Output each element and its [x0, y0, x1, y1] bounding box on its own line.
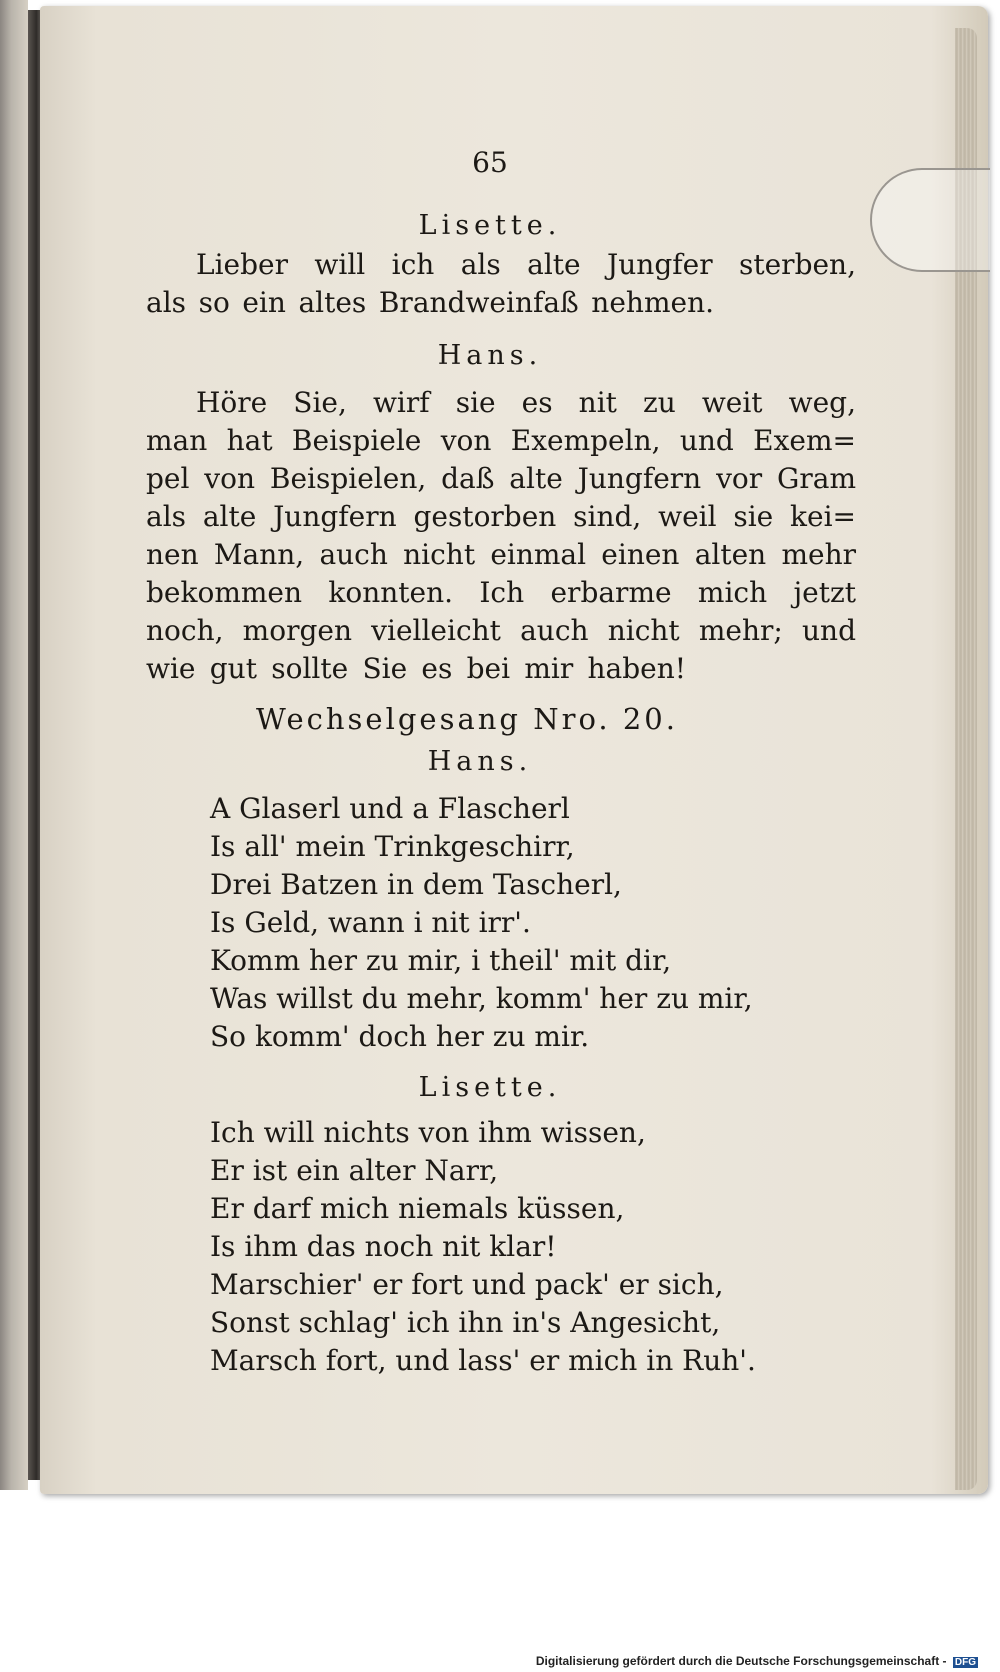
verse-line: Er ist ein alter Narr, [210, 1154, 499, 1187]
credit-text: Digitalisierung gefördert durch die Deutsche Forschungsgemeinschaft - [535, 1654, 947, 1668]
digitization-credit [536, 1654, 978, 1668]
verse-line: Sonst schlag' ich ihn in's Angesicht, [210, 1306, 721, 1339]
song-title: Wechselgesang Nro. 20. [256, 702, 678, 736]
verse-line: So komm' doch her zu mir. [210, 1020, 590, 1053]
speaker-name: Lisette. [418, 210, 562, 241]
prose-line: als so ein altes Brandweinfaß nehmen. [146, 286, 714, 319]
verse-line: Is Geld, wann i nit irr'. [210, 906, 531, 939]
verse-line: Komm her zu mir, i theil' mit dir, [210, 944, 672, 977]
verse-line: Is all' mein Trinkgeschirr, [210, 830, 575, 863]
prose-line: Lieber will ich als alte Jungfer sterben, [196, 248, 856, 281]
prose-line: wie gut sollte Sie es bei mir haben! [146, 652, 686, 685]
prose-line: nen Mann, auch nicht einmal einen alten mehr [146, 538, 856, 571]
dfg-logo: DFG [954, 1657, 976, 1668]
prose-line: als alte Jungfern gestorben sind, weil sie kei= [146, 500, 856, 533]
speaker-name: Lisette. [418, 1072, 562, 1103]
prose-line: Höre Sie, wirf sie es nit zu weit weg, [196, 386, 856, 419]
verse-line: Is ihm das noch nit klar! [210, 1230, 557, 1263]
verse-line: Was willst du mehr, komm' her zu mir, [210, 982, 753, 1015]
verse-line: Er darf mich niemals küssen, [210, 1192, 625, 1225]
verse-line: A Glaserl und a Flascherl [210, 792, 570, 825]
speaker-name: Hans. [437, 340, 543, 371]
speaker-name: Hans. [427, 746, 533, 777]
prose-line: pel von Beispielen, daß alte Jungfern vor Gram [146, 462, 856, 495]
verse-line: Marsch fort, und lass' er mich in Ruh'. [210, 1344, 756, 1377]
page-number: 65 [472, 146, 508, 179]
prose-line: bekommen konnten. Ich erbarme mich jetzt [146, 576, 856, 609]
prose-line: man hat Beispiele von Exempeln, und Exem= [146, 424, 856, 457]
verse-line: Drei Batzen in dem Tascherl, [210, 868, 622, 901]
prose-line: noch, morgen vielleicht auch nicht mehr; und [146, 614, 856, 647]
verse-line: Ich will nichts von ihm wissen, [210, 1116, 646, 1149]
verse-line: Marschier' er fort und pack' er sich, [210, 1268, 724, 1301]
